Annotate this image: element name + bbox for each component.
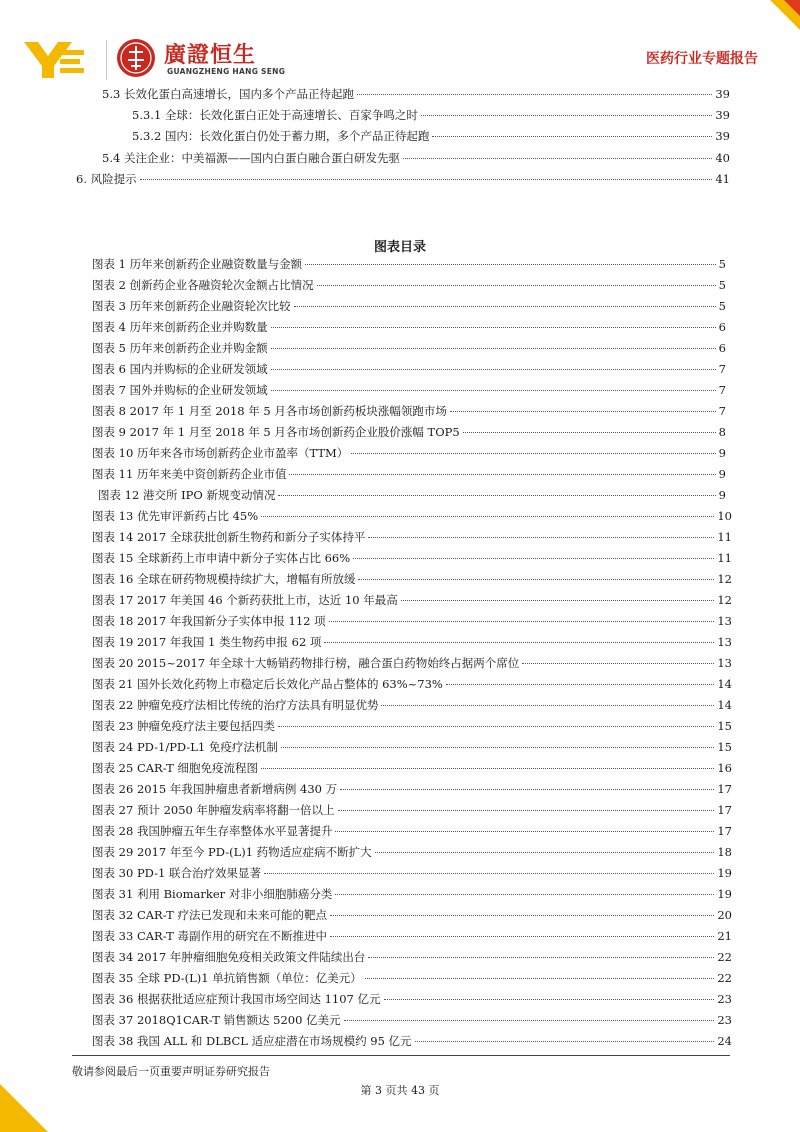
figure-entry[interactable] <box>92 907 732 927</box>
figure-entry[interactable] <box>92 277 726 297</box>
dot-leader <box>271 348 716 349</box>
figure-entry-page: 13 <box>717 614 732 628</box>
figure-entry-title: 图表 21 国外长效化药物上市稳定后长效化产品占整体的 63%~73% <box>92 677 443 691</box>
figure-entry[interactable] <box>92 319 726 339</box>
figure-entry[interactable] <box>92 424 726 444</box>
logo-divider <box>106 40 107 80</box>
ye-logo-icon <box>24 42 86 78</box>
figure-entry-page: 5 <box>718 257 726 271</box>
figure-entry[interactable] <box>92 256 726 276</box>
figure-entry[interactable] <box>92 991 732 1011</box>
dot-leader <box>271 327 716 328</box>
dot-leader <box>401 600 715 601</box>
figure-entry-title: 图表 8 2017 年 1 月至 2018 年 5 月各市场创新药板块涨幅领跑市场 <box>92 404 447 418</box>
dot-leader <box>365 978 715 979</box>
figure-entry[interactable] <box>92 886 732 906</box>
dot-leader <box>278 495 715 496</box>
figure-entry-title: 图表 2 创新药企业各融资轮次金额占比情况 <box>92 278 314 292</box>
toc-entry[interactable] <box>76 171 730 191</box>
figure-entry-title: 图表 25 CAR-T 细胞免疫流程图 <box>92 761 259 775</box>
figure-entry[interactable] <box>92 718 732 738</box>
figure-entry[interactable] <box>92 970 732 990</box>
dot-leader <box>415 1041 715 1042</box>
dot-leader <box>261 768 714 769</box>
figure-entry-page: 9 <box>718 488 726 502</box>
figure-entry[interactable] <box>92 529 732 549</box>
figure-entry-page: 20 <box>717 908 732 922</box>
dot-leader <box>305 264 716 265</box>
dot-leader <box>403 158 712 159</box>
figure-entry-title: 图表 14 2017 全球获批创新生物药和新分子实体持平 <box>92 530 366 544</box>
figure-entry-title: 图表 5 历年来创新药企业并购金额 <box>92 341 268 355</box>
figure-entry[interactable] <box>92 298 726 318</box>
figure-entry[interactable] <box>92 382 726 402</box>
figure-entry-title: 图表 36 根据获批适应症预计我国市场空间达 1107 亿元 <box>92 992 381 1006</box>
figure-entry-page: 14 <box>717 677 732 691</box>
figure-entry-page: 6 <box>718 320 726 334</box>
dot-leader <box>340 789 714 790</box>
toc-entry-title: 6. 风险提示 <box>76 172 137 186</box>
figure-entry-page: 7 <box>718 362 726 376</box>
figure-entry-title: 图表 24 PD-1/PD-L1 免疫疗法机制 <box>92 740 278 754</box>
dot-leader <box>330 915 714 916</box>
figure-entry-title: 图表 4 历年来创新药企业并购数量 <box>92 320 268 334</box>
figure-entry[interactable] <box>92 865 732 885</box>
figure-entry[interactable] <box>92 781 732 801</box>
toc-entry-title: 5.3 长效化蛋白高速增长，国内多个产品正待起跑 <box>102 87 354 101</box>
figure-entry-page: 17 <box>717 824 732 838</box>
toc-entry[interactable] <box>132 107 730 127</box>
figure-entry-page: 12 <box>717 572 732 586</box>
figure-entry-title: 图表 20 2015~2017 年全球十大畅销药物排行榜，融合蛋白药物始终占据两个席位 <box>92 656 520 670</box>
toc-entry-title: 5.3.1 全球：长效化蛋白正处于高速增长、百家争鸣之时 <box>132 108 418 122</box>
figure-entry-page: 19 <box>717 866 732 880</box>
figure-entry-page: 17 <box>717 803 732 817</box>
dot-leader <box>446 684 715 685</box>
figure-entry[interactable] <box>92 928 732 948</box>
figure-entry[interactable] <box>92 697 732 717</box>
figure-entry-title: 图表 29 2017 年至今 PD-(L)1 药物适应症病不断扩大 <box>92 845 372 859</box>
figure-entry-title: 图表 13 优先审评新药占比 45% <box>92 509 259 523</box>
figure-entry-title: 图表 37 2018Q1CAR-T 销售额达 5200 亿美元 <box>92 1013 341 1027</box>
dot-leader <box>335 894 714 895</box>
dot-leader <box>317 285 716 286</box>
footer-disclaimer: 敬请参阅最后一页重要声明证券研究报告 <box>72 1065 270 1078</box>
figure-entry-page: 15 <box>717 719 732 733</box>
figure-entry-title: 图表 9 2017 年 1 月至 2018 年 5 月各市场创新药企业股价涨幅 TOP5 <box>92 425 460 439</box>
figure-entry-page: 14 <box>717 698 732 712</box>
toc-entry-title: 5.4 关注企业：中美福源——国内白蛋白融合蛋白研发先驱 <box>102 151 400 165</box>
toc-entry-page: 39 <box>715 129 730 143</box>
dot-leader <box>353 558 714 559</box>
figure-entry-title: 图表 17 2017 年美国 46 个新药获批上市，达近 10 年最高 <box>92 593 398 607</box>
figure-entry[interactable] <box>92 802 732 822</box>
figure-entry-title: 图表 1 历年来创新药企业融资数量与金额 <box>92 257 303 271</box>
dot-leader <box>432 136 712 137</box>
figure-entry-page: 23 <box>717 992 732 1006</box>
toc-entry-page: 41 <box>715 172 730 186</box>
toc-entry[interactable] <box>102 86 730 106</box>
figure-list-heading: 图表目录 <box>373 240 426 255</box>
figure-entry-page: 9 <box>718 446 726 460</box>
figure-entry-page: 16 <box>717 761 732 775</box>
toc-entry[interactable] <box>102 150 730 170</box>
figure-entry-title: 图表 38 我国 ALL 和 DLBCL 适应症潜在市场规模约 95 亿元 <box>92 1034 412 1048</box>
figure-entry-page: 5 <box>718 299 726 313</box>
figure-entry-title: 图表 27 预计 2050 年肿瘤发病率将翻一倍以上 <box>92 803 335 817</box>
figure-entry-page: 21 <box>717 929 732 943</box>
dot-leader <box>358 579 714 580</box>
corner-decoration-top-inner <box>784 0 800 16</box>
figure-entry-page: 5 <box>718 278 726 292</box>
figure-entry-title: 图表 15 全球新药上市申请中新分子实体占比 66% <box>92 551 351 565</box>
figure-entry-title: 图表 11 历年来美中资创新药企业市值 <box>92 467 287 481</box>
dot-leader <box>324 642 714 643</box>
figure-entry-page: 10 <box>717 509 732 523</box>
footer-divider <box>72 1055 730 1056</box>
figure-entry[interactable] <box>92 508 732 528</box>
dot-leader <box>289 474 715 475</box>
dot-leader <box>261 516 714 517</box>
figure-entry-title: 图表 31 利用 Biomarker 对非小细胞肺癌分类 <box>92 887 333 901</box>
figure-entry-page: 22 <box>717 950 732 964</box>
figure-entry-title: 图表 33 CAR-T 毒副作用的研究在不断推进中 <box>92 929 328 943</box>
report-type-label: 医药行业专题报告 <box>646 51 758 67</box>
dot-leader <box>338 810 715 811</box>
figure-entry[interactable] <box>92 613 732 633</box>
figure-entry-page: 6 <box>718 341 726 355</box>
dot-leader <box>351 453 715 454</box>
dot-leader <box>368 957 714 958</box>
figure-entry-title: 图表 32 CAR-T 疗法已发现和未来可能的靶点 <box>92 908 328 922</box>
figure-entry[interactable] <box>92 1033 732 1053</box>
dot-leader <box>140 179 713 180</box>
figure-entry-title: 图表 10 历年来各市场创新药企业市盈率（TTM） <box>92 446 349 460</box>
figure-entry-page: 9 <box>718 467 726 481</box>
figure-entry-title: 图表 22 肿瘤免疫疗法相比传统的治疗方法具有明显优势 <box>92 698 379 712</box>
figure-entry-title: 图表 30 PD-1 联合治疗效果显著 <box>92 866 261 880</box>
figure-entry-page: 13 <box>717 656 732 670</box>
figure-entry-title: 图表 18 2017 年我国新分子实体申报 112 项 <box>92 614 326 628</box>
dot-leader <box>384 999 715 1000</box>
figure-entry-title: 图表 16 全球在研药物规模持续扩大，增幅有所放缓 <box>92 572 356 586</box>
figure-entry[interactable] <box>92 550 732 570</box>
brand-name: 廣證恒生 <box>164 43 257 68</box>
figure-entry[interactable] <box>92 445 726 465</box>
figure-entry[interactable] <box>92 466 726 486</box>
figure-entry-title: 图表 28 我国肿瘤五年生存率整体水平显著提升 <box>92 824 333 838</box>
figure-entry-title: 图表 26 2015 年我国肿瘤患者新增病例 430 万 <box>92 782 338 796</box>
figure-entry-page: 11 <box>717 551 732 565</box>
figure-entry-page: 11 <box>717 530 732 544</box>
dot-leader <box>335 831 714 832</box>
figure-entry[interactable] <box>92 823 732 843</box>
dot-leader <box>281 747 715 748</box>
figure-entry[interactable] <box>92 403 726 423</box>
toc-entry-title: 5.3.2 国内：长效化蛋白仍处于蓄力期，多个产品正待起跑 <box>132 129 430 143</box>
dot-leader <box>344 1020 715 1021</box>
dot-leader <box>329 621 715 622</box>
figure-entry-title: 图表 19 2017 年我国 1 类生物药申报 62 项 <box>92 635 322 649</box>
figure-entry-page: 15 <box>717 740 732 754</box>
page-header <box>24 36 764 86</box>
page-number: 第 3 页共 43 页 <box>360 1084 440 1097</box>
figure-entry-title: 图表 23 肿瘤免疫疗法主要包括四类 <box>92 719 275 733</box>
figure-entry-page: 19 <box>717 887 732 901</box>
figure-entry[interactable] <box>92 655 732 675</box>
figure-entry-title: 图表 12 港交所 IPO 新规变动情况 <box>98 488 276 502</box>
dot-leader <box>357 94 712 95</box>
figure-entry-page: 22 <box>717 971 732 985</box>
dot-leader <box>381 705 714 706</box>
figure-entry[interactable] <box>92 340 726 360</box>
figure-entry[interactable] <box>92 949 732 969</box>
toc-entry-page: 39 <box>715 87 730 101</box>
figure-entry[interactable] <box>92 592 732 612</box>
dot-leader <box>522 663 714 664</box>
figure-entry-page: 17 <box>717 782 732 796</box>
figure-entry[interactable] <box>92 1012 732 1032</box>
dot-leader <box>271 390 716 391</box>
figure-entry-page: 7 <box>718 404 726 418</box>
figure-entry[interactable] <box>92 739 732 759</box>
toc-entry[interactable] <box>132 128 730 148</box>
toc-entry-page: 40 <box>715 151 730 165</box>
figure-entry[interactable] <box>92 760 732 780</box>
figure-entry[interactable] <box>92 844 732 864</box>
figure-entry[interactable] <box>98 487 726 507</box>
figure-entry[interactable] <box>92 361 726 381</box>
figure-entry-page: 18 <box>717 845 732 859</box>
dot-leader <box>278 726 714 727</box>
figure-entry-title: 图表 3 历年来创新药企业融资轮次比较 <box>92 299 291 313</box>
figure-entry-title: 图表 6 国内并购标的企业研发领域 <box>92 362 268 376</box>
figure-entry[interactable] <box>92 571 732 591</box>
dot-leader <box>375 852 715 853</box>
figure-entry-title: 图表 7 国外并购标的企业研发领域 <box>92 383 268 397</box>
dot-leader <box>330 936 714 937</box>
brand-name-english: GUANGZHENG HANG SENG <box>167 67 286 76</box>
seal-icon <box>116 38 156 78</box>
dot-leader <box>450 411 716 412</box>
figure-entry[interactable] <box>92 676 732 696</box>
figure-entry-title: 图表 35 全球 PD-(L)1 单抗销售额（单位：亿美元） <box>92 971 362 985</box>
dot-leader <box>421 115 712 116</box>
dot-leader <box>368 537 714 538</box>
figure-entry-title: 图表 34 2017 年肿瘤细胞免疫相关政策文件陆续出台 <box>92 950 366 964</box>
figure-entry-page: 8 <box>718 425 726 439</box>
figure-entry-page: 13 <box>717 635 732 649</box>
figure-entry-page: 24 <box>717 1034 732 1048</box>
dot-leader <box>264 873 714 874</box>
dot-leader <box>463 432 716 433</box>
toc-entry-page: 39 <box>715 108 730 122</box>
figure-entry-page: 23 <box>717 1013 732 1027</box>
figure-entry-page: 7 <box>718 383 726 397</box>
figure-entry[interactable] <box>92 634 732 654</box>
dot-leader <box>294 306 716 307</box>
figure-entry-page: 12 <box>717 593 732 607</box>
dot-leader <box>271 369 716 370</box>
